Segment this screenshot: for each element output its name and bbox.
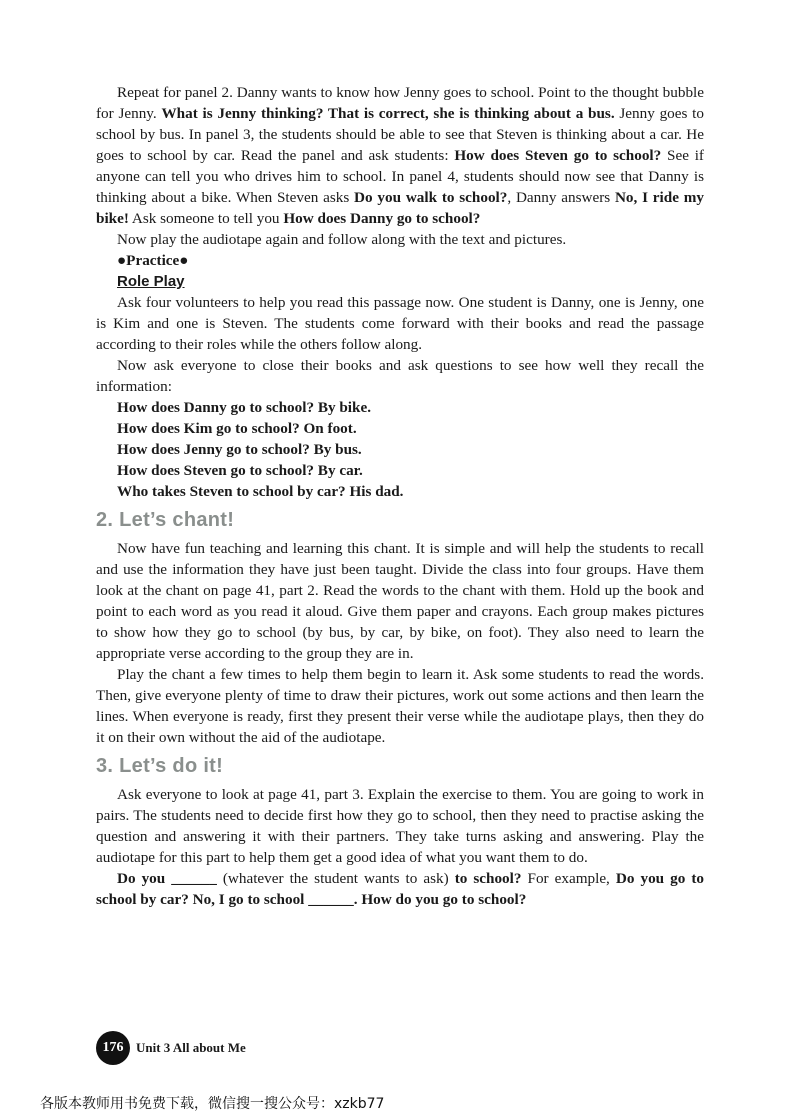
doit-heading: 3. Let’s do it! <box>96 755 224 777</box>
page-footer <box>96 1031 246 1065</box>
chant-heading: 2. Let’s chant! <box>96 509 235 531</box>
question-line: How does Danny go to school? By bike. <box>117 399 372 416</box>
text-run: , Danny answers <box>507 189 615 206</box>
text-run: Repeat for panel 2. Danny wants to know how Jenny goes to school. Point to the thought bubble for Jenny. <box>96 84 704 122</box>
chant-paragraph-1: Now have fun teaching and learning this chant. It is simple and will help the students to recall and use the information they have just been taught. Divide the class into four groups. Have them look at the chant on page 41, part 2. Read the words to the chant with them. Hold up the book and point to each word as you read it aloud. Give them paper and crayons. Each group makes pictures to show how they go to school (by bus, by car, by bike, on foot). They also need to learn the appropriate verse according to the group they are in. <box>96 540 704 662</box>
page-body <box>96 82 704 910</box>
question-line: Who takes Steven to school by car? His dad. <box>117 483 404 500</box>
recall-paragraph: Now ask everyone to close their books and ask questions to see how well they recall the information: <box>96 357 704 395</box>
bold-run: No, I ride my bike! <box>96 189 704 227</box>
text-run: Jenny goes to school by bus. In panel 3, the students should be able to see that Steven is thinking about a car. He goes to school by car. Read the panel and ask students: <box>96 105 704 164</box>
bold-run: How does Steven go to school? <box>454 147 662 164</box>
role-play-label: Role Play <box>117 273 185 290</box>
bold-run: to school? <box>454 870 522 887</box>
bold-run: What is Jenny thinking? That is correct, she is thinking about a bus. <box>161 105 615 122</box>
watermark-text: 各版本教师用书免费下载，微信搜一搜公众号：xzkb77 <box>40 1096 385 1112</box>
question-line: How does Steven go to school? By car. <box>117 462 363 479</box>
practice-label: ●Practice● <box>117 252 189 269</box>
text-run: Ask someone to tell you <box>128 210 284 227</box>
unit-label: Unit 3 All about Me <box>136 1040 246 1055</box>
question-line: How does Jenny go to school? By bus. <box>117 441 362 458</box>
bold-run: Do you go to school by car? No, I go to school ______. How do you go to school? <box>96 870 705 908</box>
page-number-badge: 176 <box>96 1031 130 1065</box>
text-run: For example, <box>521 870 616 887</box>
text-run: (whatever the student wants to ask) <box>216 870 455 887</box>
text-run: See if anyone can tell you who drives him to school. In panel 4, students should now see that Danny is thinking about a bike. When Steven asks <box>96 147 704 206</box>
chant-paragraph-2: Play the chant a few times to help them begin to learn it. Ask some students to read the words. Then, give everyone plenty of time to draw their pictures, work out some actions and then learn the lines. When everyone is ready, first they present their verse while the audiotape plays, then they do it on their own without the aid of the audiotape. <box>96 666 704 746</box>
bold-run: How does Danny go to school? <box>283 210 481 227</box>
panel-paragraph <box>96 82 704 229</box>
bold-run: Do you ______ <box>117 870 217 887</box>
doit-example <box>96 868 704 910</box>
bold-run: Do you walk to school? <box>354 189 508 206</box>
role-play-paragraph: Ask four volunteers to help you read this passage now. One student is Danny, one is Jenny, one is Kim and one is Steven. The students come forward with their books and read the passage according to their roles while the others follow along. <box>96 294 704 353</box>
question-line: How does Kim go to school? On foot. <box>117 420 357 437</box>
doit-paragraph: Ask everyone to look at page 41, part 3. Explain the exercise to them. You are going to work in pairs. The students need to decide first how they go to school, then they need to practise asking the question and answering it with their partners. They take turns asking and answering. Play the audiotape for this part to help them get a good idea of what you want them to do. <box>96 786 704 866</box>
audiotape-line: Now play the audiotape again and follow along with the text and pictures. <box>117 231 567 248</box>
